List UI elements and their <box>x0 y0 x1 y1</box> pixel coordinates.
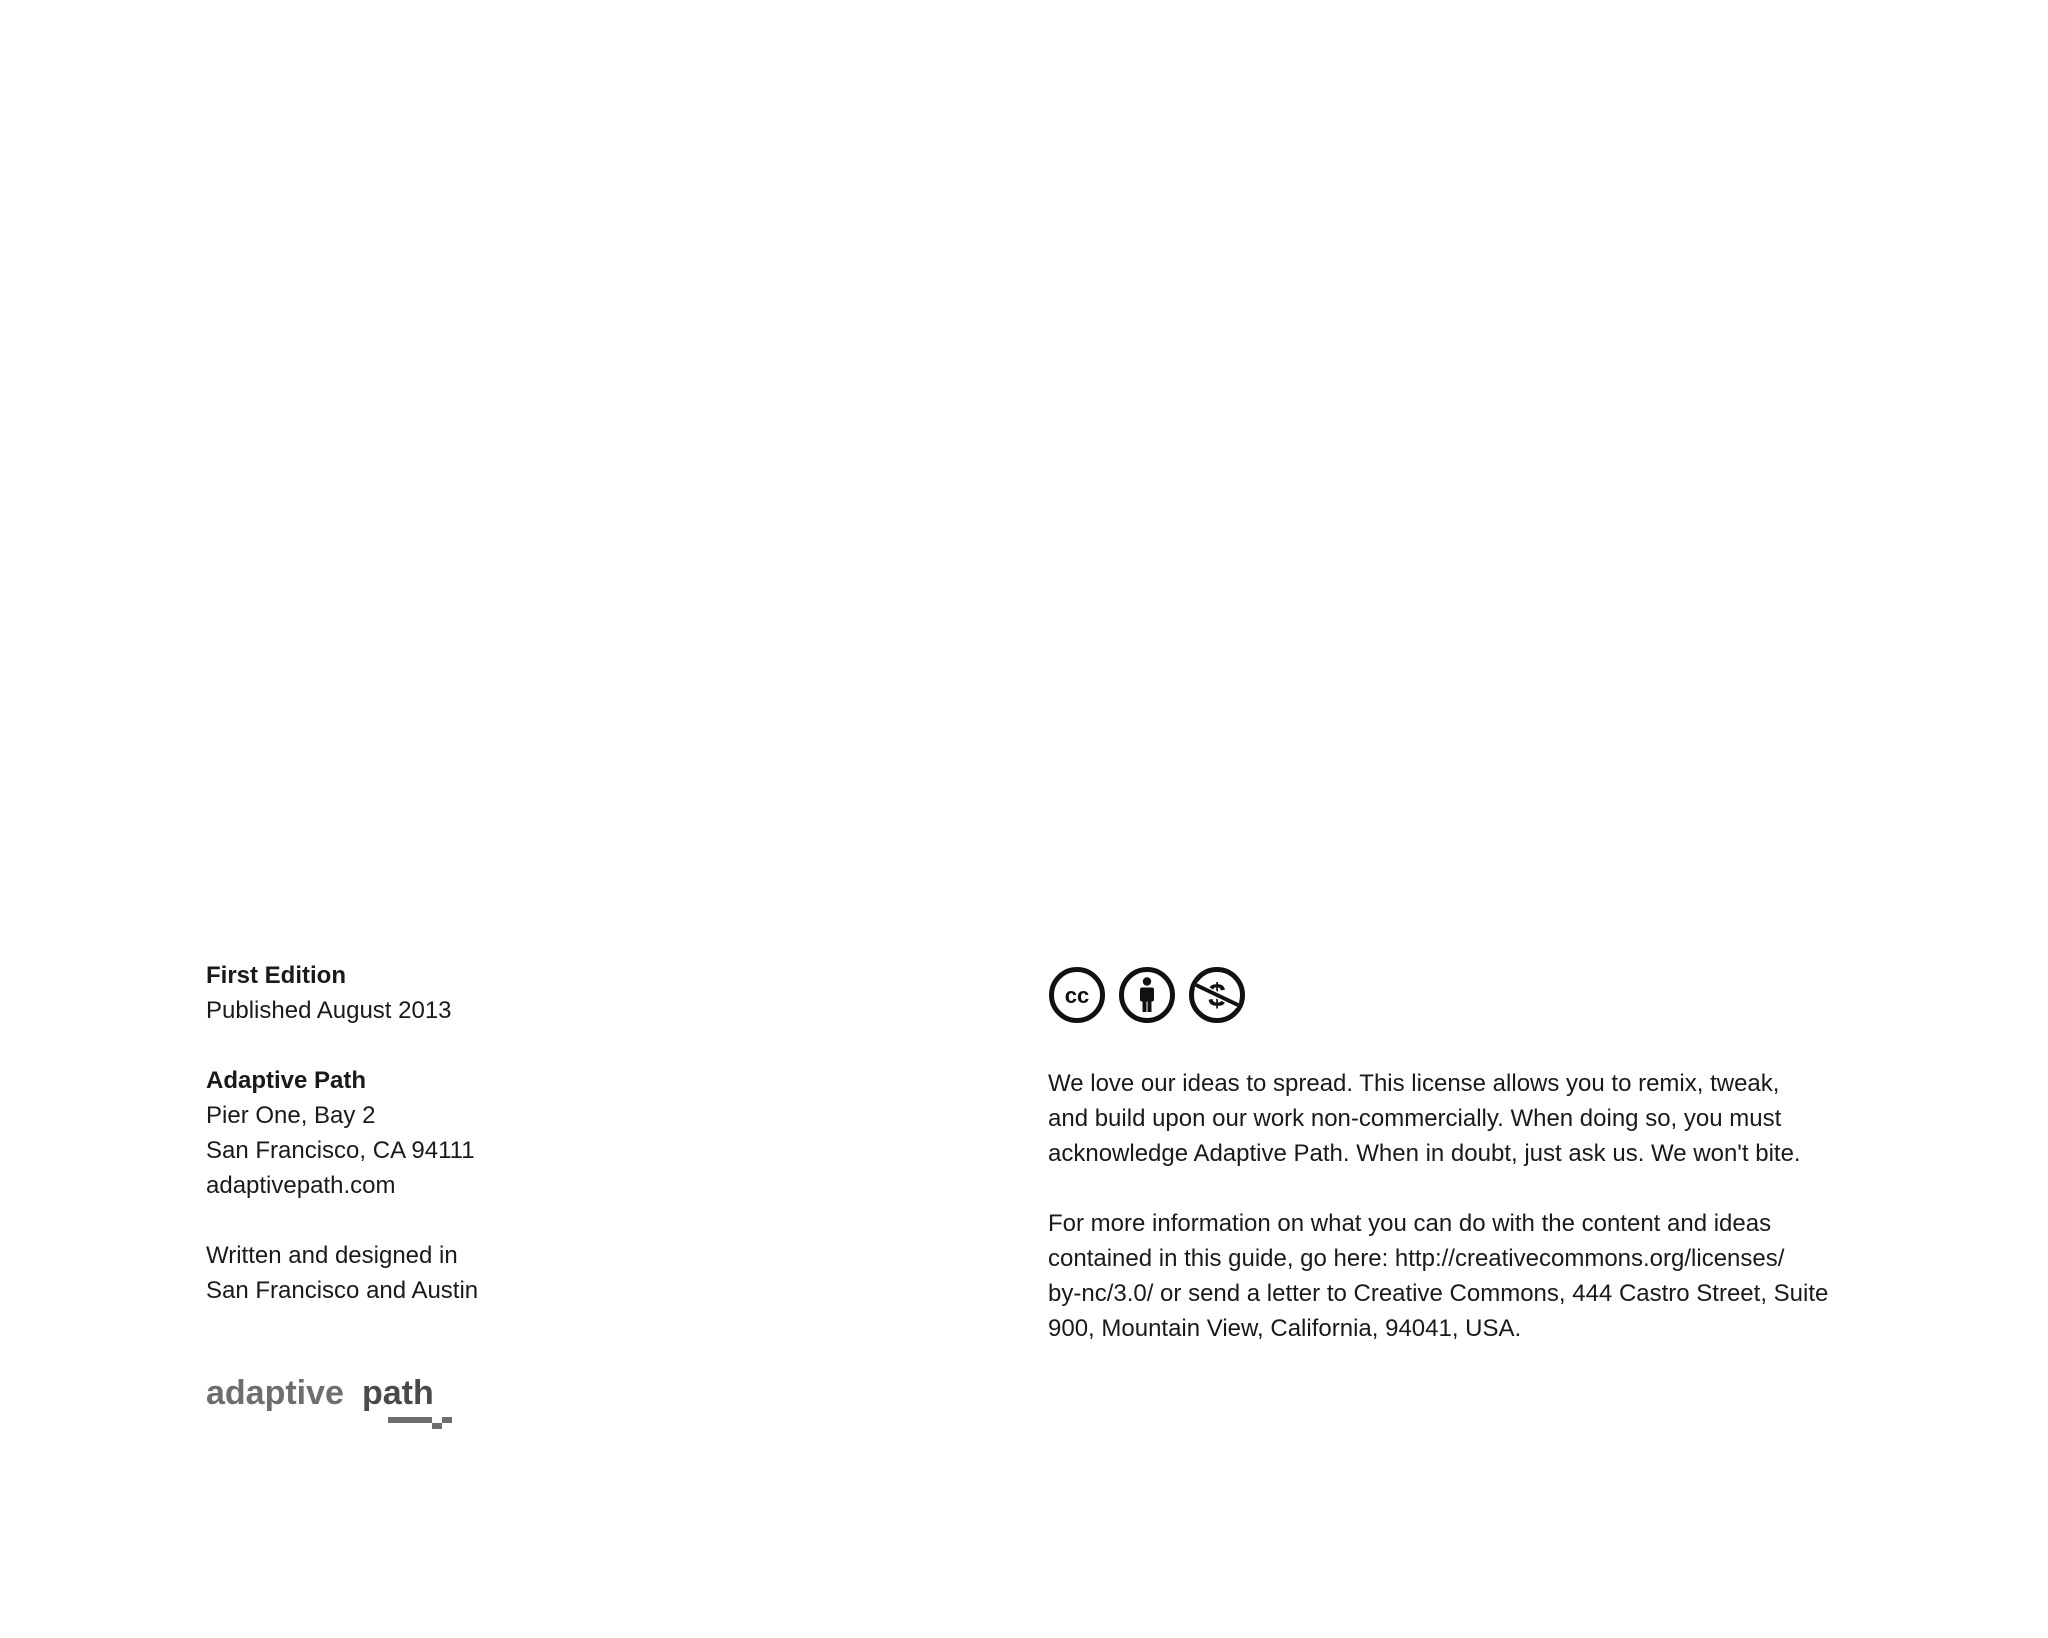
license-text-line: For more information on what you can do with the content and ideas <box>1048 1210 1772 1237</box>
edition-label: First Edition <box>206 962 346 989</box>
license-icons <box>1048 966 1928 1024</box>
creative-commons-icon <box>1048 966 1106 1024</box>
license-text-line: acknowledge Adaptive Path. When in doubt, just ask us. We won't bite. <box>1048 1140 1801 1167</box>
license-paragraph-1 <box>1048 1066 1928 1171</box>
address-line-1: Pier One, Bay 2 <box>206 1102 376 1129</box>
license-text-line[interactable]: contained in this guide, go here: http://creativecommons.org/licenses/ <box>1048 1245 1785 1272</box>
license-block <box>1048 966 1928 1346</box>
logo-step-segment <box>442 1417 452 1423</box>
website-link[interactable]: adaptivepath.com <box>206 1172 396 1199</box>
logo-word-adaptive: adaptive <box>206 1374 344 1412</box>
address-line-2: San Francisco, CA 94111 <box>206 1137 475 1164</box>
license-text-line: 900, Mountain View, California, 94041, USA. <box>1048 1315 1522 1342</box>
written-line-2: San Francisco and Austin <box>206 1277 479 1304</box>
svg-text:cc: cc <box>1064 983 1090 1008</box>
license-text-line[interactable]: by-nc/3.0/ or send a letter to Creative Commons, 444 Castro Street, Suite <box>1048 1280 1829 1307</box>
attribution-icon <box>1118 966 1176 1024</box>
written-line-1: Written and designed in <box>206 1242 458 1269</box>
logo-bar-segment <box>388 1417 432 1423</box>
published-date: Published August 2013 <box>206 997 452 1024</box>
non-commercial-icon <box>1188 966 1246 1024</box>
license-text-line: We love our ideas to spread. This license allows you to remix, tweak, <box>1048 1070 1780 1097</box>
logo-step-segment <box>432 1423 442 1429</box>
company-name: Adaptive Path <box>206 1067 367 1094</box>
imprint-block <box>206 958 906 1308</box>
logo-word-path: path <box>362 1374 434 1412</box>
license-text-line: and build upon our work non-commercially. When doing so, you must <box>1048 1105 1782 1132</box>
license-paragraph-2 <box>1048 1206 1928 1346</box>
adaptive-path-logo <box>206 1372 476 1440</box>
